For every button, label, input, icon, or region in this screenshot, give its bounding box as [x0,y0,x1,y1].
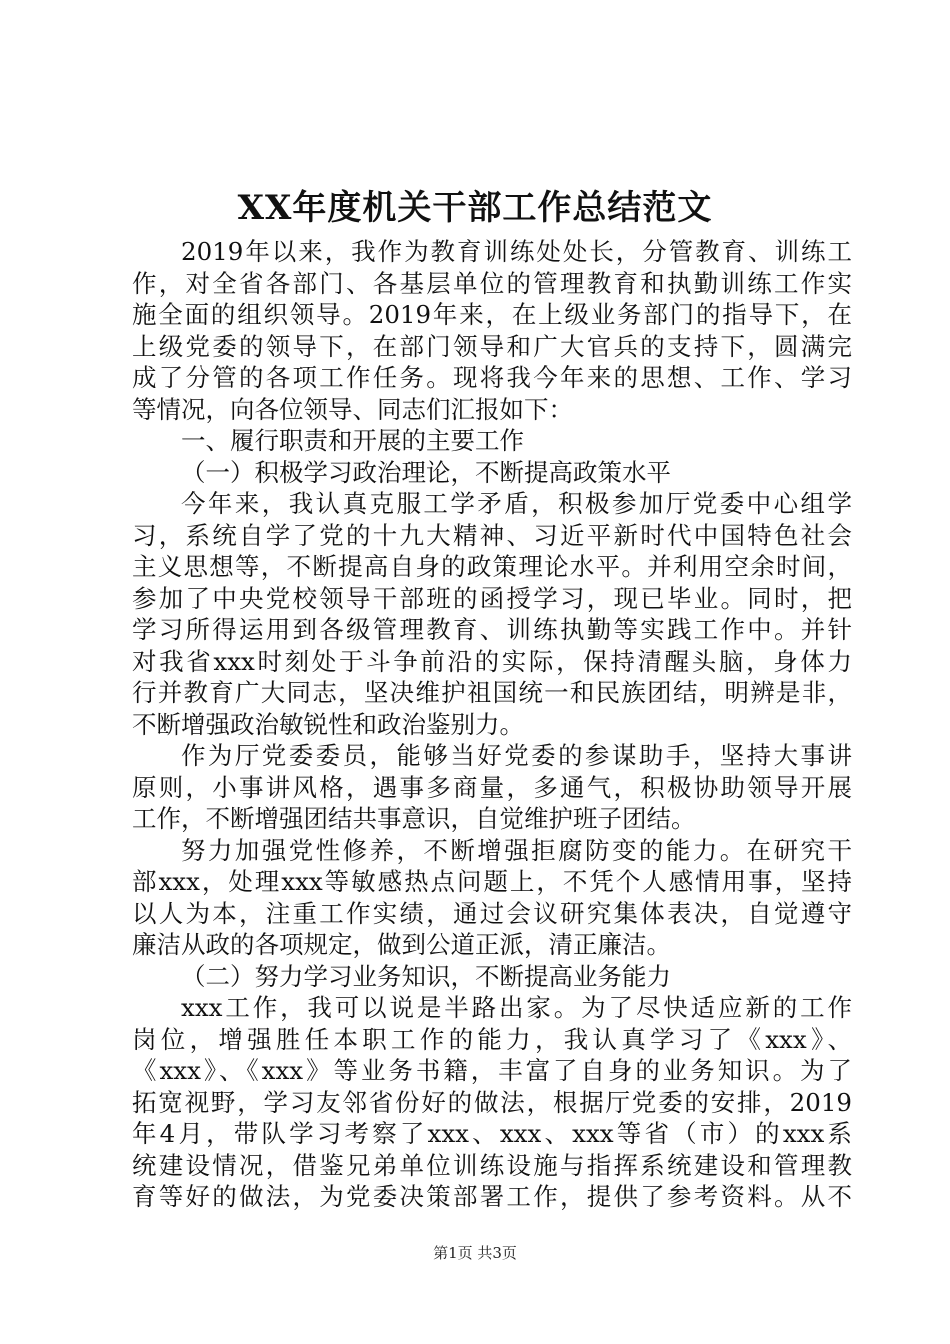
body-line: 岗位，增强胜任本职工作的能力，我认真学习了《xxx》、 [132,1024,852,1054]
body-line: 作，对全省各部门、各基层单位的管理教育和执勤训练工作实 [132,268,852,298]
body-line: 等情况，向各位领导、同志们汇报如下： [132,394,573,424]
body-line: 廉洁从政的各项规定，做到公道正派，清正廉洁。 [132,930,671,959]
body-line: 努力加强党性修养，不断增强拒腐防变的能力。在研究干 [181,835,852,865]
body-line: 主义思想等，不断提高自身的政策理论水平。并利用空余时间， [132,552,852,581]
body-line: 学习所得运用到各级管理教育、训练执勤等实践工作中。并针 [132,615,852,644]
body-line: 习，系统自学了党的十九大精神、习近平新时代中国特色社会 [132,520,852,550]
page-footer: 第1页 共3页 [433,1244,517,1262]
body-line: 2019年以来，我作为教育训练处处长，分管教育、训练工 [181,237,852,266]
body-line: 一、履行职责和开展的主要工作 [181,426,524,455]
body-line: 施全面的组织领导。2019年来，在上级业务部门的指导下，在 [132,300,852,329]
body-line: 统建设情况，借鉴兄弟单位训练设施与指挥系统建设和管理教 [132,1150,852,1180]
body-line: （一）积极学习政治理论，不断提高政策水平 [181,457,671,487]
body-line: 年4月，带队学习考察了xxx、xxx、xxx等省（市）的xxx系 [132,1119,852,1148]
body-line: 育等好的做法，为党委决策部署工作，提供了参考资料。从不 [132,1182,852,1211]
document-title: XX年度机关干部工作总结范文 [237,188,713,228]
body-line: 拓宽视野，学习友邻省份好的做法，根据厅党委的安排，2019 [132,1087,852,1117]
body-line: 行并教育广大同志，坚决维护祖国统一和民族团结，明辨是非， [132,678,852,707]
body-line: 对我省xxx时刻处于斗争前沿的实际，保持清醒头脑，身体力 [132,646,852,676]
body-line: 原则，小事讲风格，遇事多商量，多通气，积极协助领导开展 [132,772,852,802]
body-line: 以人为本，注重工作实绩，通过会议研究集体表决，自觉遵守 [132,898,852,928]
body-line: 《xxx》、《xxx》等业务书籍，丰富了自身的业务知识。为了 [132,1056,852,1085]
body-line: 参加了中央党校领导干部班的函授学习，现已毕业。同时，把 [132,583,852,613]
body-line: 作为厅党委委员，能够当好党委的参谋助手，坚持大事讲 [181,741,852,770]
document-body [132,236,852,1213]
body-line: 今年来，我认真克服工学矛盾，积极参加厅党委中心组学 [181,489,852,518]
body-line: 部xxx，处理xxx等敏感热点问题上，不凭个人感情用事，坚持 [132,867,852,896]
body-line: 上级党委的领导下，在部门领导和广大官兵的支持下，圆满完 [132,331,852,361]
body-line: （二）努力学习业务知识，不断提高业务能力 [181,961,671,991]
body-line: 成了分管的各项工作任务。现将我今年来的思想、工作、学习 [132,363,852,392]
body-line: 不断增强政治敏锐性和政治鉴别力。 [132,709,524,739]
body-line: xxx工作，我可以说是半路出家。为了尽快适应新的工作 [181,993,852,1022]
body-line: 工作，不断增强团结共事意识，自觉维护班子团结。 [132,804,696,833]
